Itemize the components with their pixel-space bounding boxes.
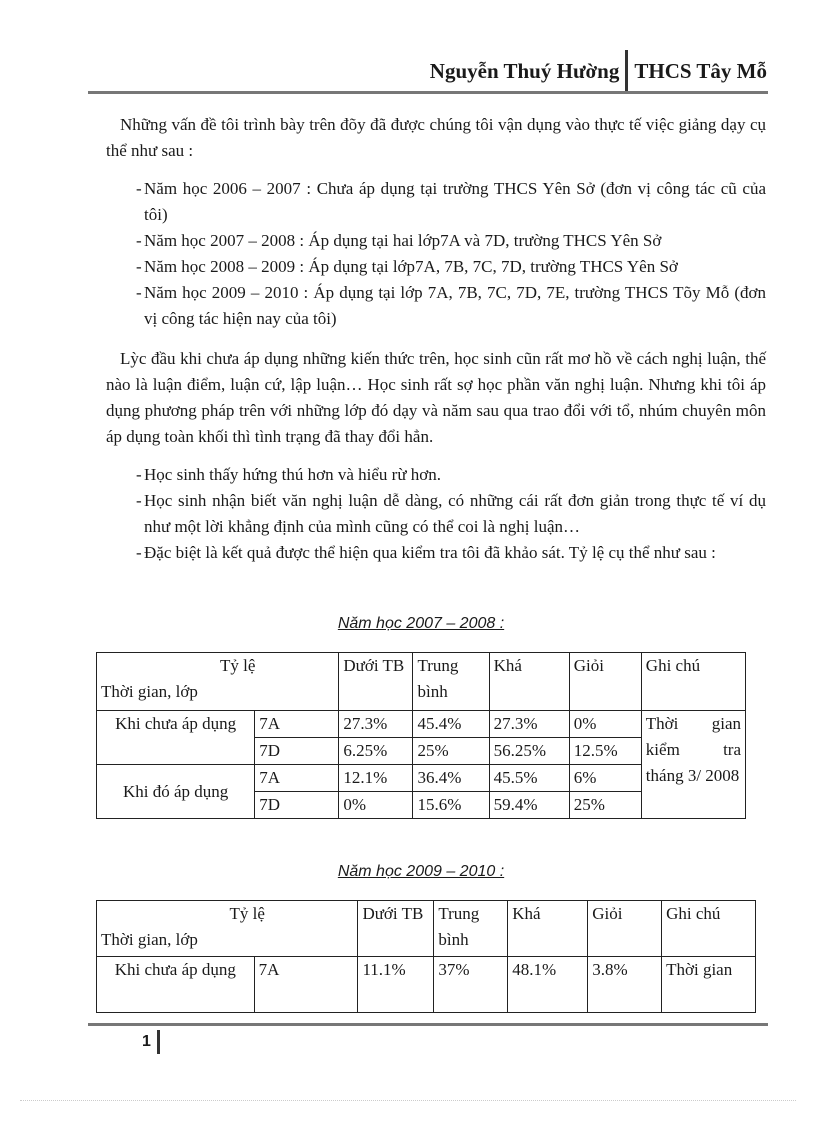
note-cell: Thời gian kiểm tra tháng 3/ 2008 <box>641 711 745 819</box>
results-table-2007-2008 <box>96 652 746 819</box>
class-cell: 7A <box>255 765 339 792</box>
list-item: - Học sinh thấy hứng thú hơn và hiểu rừ hơn. <box>106 462 766 488</box>
value-cell: 11.1% <box>358 957 434 1013</box>
group-label: Khi chưa áp dụng <box>97 711 255 765</box>
value-cell: 59.4% <box>489 792 569 819</box>
header-below: Dưới TB <box>339 653 413 711</box>
value-cell: 45.5% <box>489 765 569 792</box>
header-good: Khá <box>489 653 569 711</box>
table-row <box>97 711 746 738</box>
value-cell: 6.25% <box>339 738 413 765</box>
list-item: - Đặc biệt là kết quả được thể hiện qua kiểm tra tôi đã khảo sát. Tỷ lệ cụ thể như sau : <box>106 540 766 566</box>
value-cell: 0% <box>339 792 413 819</box>
header-excellent: Giỏi <box>569 653 641 711</box>
value-cell: 3.8% <box>588 957 662 1013</box>
header-time-class: Thời gian, lớp <box>101 682 198 701</box>
list-item: - Học sinh nhận biết văn nghị luận dễ dàng, có những cái rất đơn giản trong thực tế ví dụ như một lời khẳng định của mình cũng có thể coi là nghị luận… <box>106 488 766 540</box>
header-separator <box>625 50 628 92</box>
header-note: Ghi chú <box>641 653 745 711</box>
years-list <box>106 176 766 332</box>
header-time-class: Thời gian, lớp <box>101 930 198 949</box>
value-cell: 12.5% <box>569 738 641 765</box>
footer-rule <box>88 1023 768 1026</box>
note-cell: Thời gian <box>662 957 756 1013</box>
group-label: Khi chưa áp dụng <box>97 957 255 1013</box>
value-cell: 12.1% <box>339 765 413 792</box>
table2-caption: Năm học 2009 – 2010 : <box>337 863 505 880</box>
document-body <box>106 110 766 578</box>
page-header <box>430 50 767 92</box>
list-item: - Năm học 2007 – 2008 : Áp dụng tại hai lớp7A và 7D, trường THCS Yên Sở <box>106 228 766 254</box>
table-row <box>97 957 756 1013</box>
list-item: - Năm học 2006 – 2007 : Chưa áp dụng tại trường THCS Yên Sở (đơn vị công tác cũ của tôi) <box>106 176 766 228</box>
table1-caption: Năm học 2007 – 2008 : <box>337 615 505 632</box>
value-cell: 48.1% <box>508 957 588 1013</box>
header-ratio-time <box>97 653 339 711</box>
header-ratio-time <box>97 901 358 957</box>
header-good: Khá <box>508 901 588 957</box>
value-cell: 25% <box>413 738 489 765</box>
intro-paragraph: Những vấn đề tôi trình bày trên đõy đã được chúng tôi vận dụng vào thực tế việc giảng dạy cụ thể như sau : <box>106 115 766 160</box>
value-cell: 25% <box>569 792 641 819</box>
class-cell: 7D <box>255 738 339 765</box>
class-cell: 7A <box>254 957 358 1013</box>
class-cell: 7D <box>255 792 339 819</box>
header-average: Trung bình <box>434 901 508 957</box>
value-cell: 45.4% <box>413 711 489 738</box>
page-footer <box>142 1030 160 1054</box>
group-label: Khi đó áp dụng <box>97 765 255 819</box>
page-number: 1 <box>142 1033 151 1050</box>
value-cell: 37% <box>434 957 508 1013</box>
list-item: - Năm học 2009 – 2010 : Áp dụng tại lớp 7A, 7B, 7C, 7D, 7E, trường THCS Tõy Mỗ (đơn vị công tác hiện nay của tôi) <box>106 280 766 332</box>
header-excellent: Giỏi <box>588 901 662 957</box>
header-below: Dưới TB <box>358 901 434 957</box>
results-table-2009-2010 <box>96 900 756 1013</box>
value-cell: 6% <box>569 765 641 792</box>
value-cell: 15.6% <box>413 792 489 819</box>
header-note: Ghi chú <box>662 901 756 957</box>
value-cell: 56.25% <box>489 738 569 765</box>
outcome-paragraph: Lỳc đầu khi chưa áp dụng những kiến thức trên, học sinh cũn rất mơ hồ về cách nghị luận, thế nào là luận điểm, luận cứ, lập luận… Học sinh rất sợ học phần văn nghị luận. Nhưng khi tôi áp dụng phương pháp trên với những lớp đó dạy và năm sau qua trao đổi với tổ, nhúm chuyên môn áp dụng toàn khối thì tình trạng đã thay đổi hẳn. <box>106 349 766 446</box>
value-cell: 36.4% <box>413 765 489 792</box>
author-name: Nguyễn Thuý Hường <box>429 59 620 83</box>
value-cell: 0% <box>569 711 641 738</box>
header-ratio: Tỷ lệ <box>229 904 265 923</box>
value-cell: 27.3% <box>339 711 413 738</box>
school-name: THCS Tây Mỗ <box>634 59 767 83</box>
list-item: - Năm học 2008 – 2009 : Áp dụng tại lớp7A, 7B, 7C, 7D, trường THCS Yên Sở <box>106 254 766 280</box>
header-rule <box>88 91 768 94</box>
footer-separator <box>157 1030 160 1054</box>
header-ratio: Tỷ lệ <box>219 656 256 675</box>
value-cell: 27.3% <box>489 711 569 738</box>
header-average: Trung bình <box>413 653 489 711</box>
page-edge-divider <box>20 1100 796 1101</box>
class-cell: 7A <box>255 711 339 738</box>
results-list <box>106 462 766 566</box>
